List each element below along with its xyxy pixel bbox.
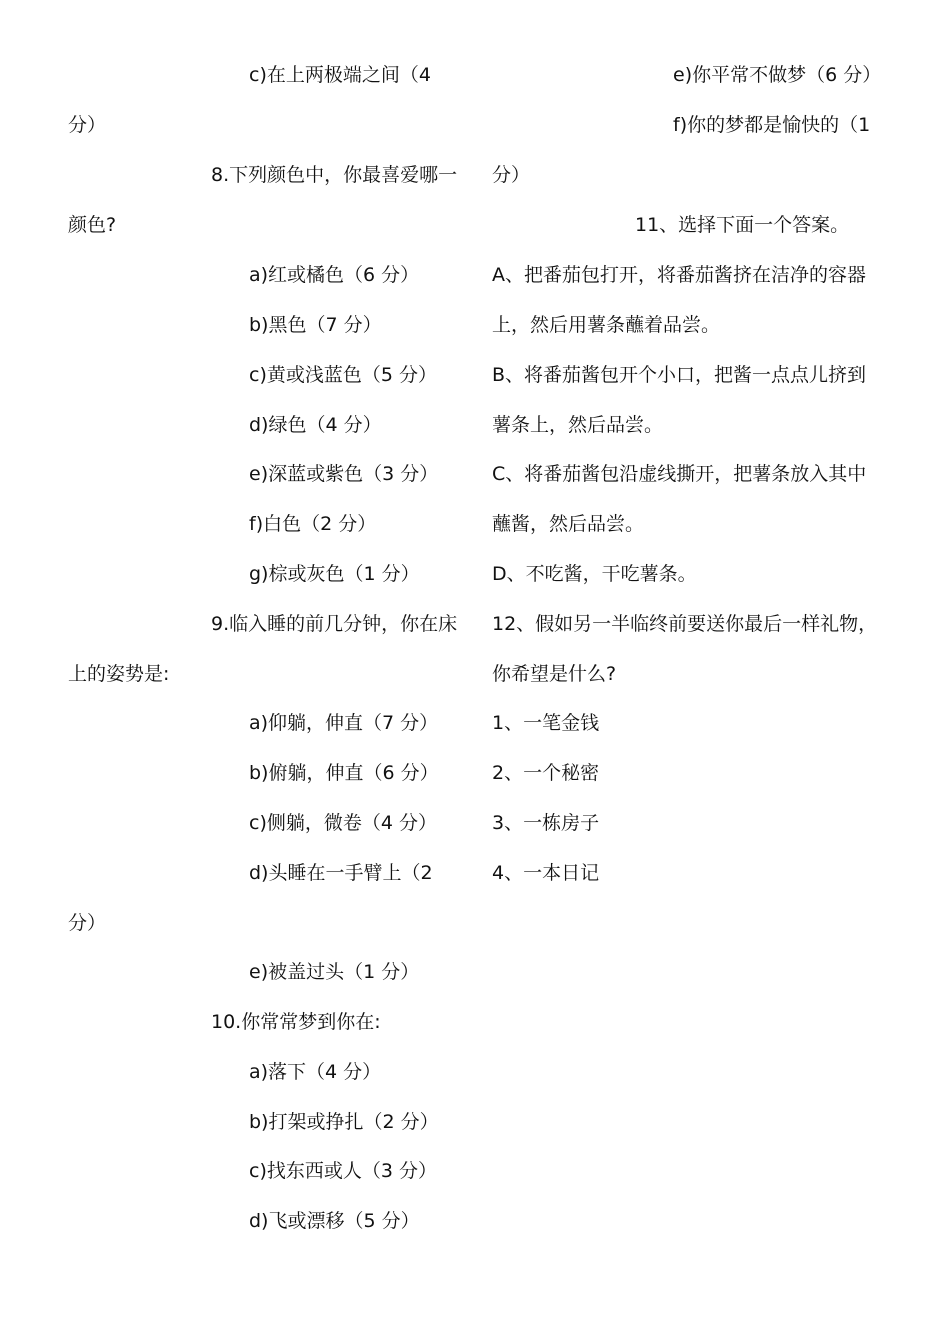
q8-option-c: c)黄或浅蓝色（5 分） <box>249 364 437 386</box>
q8-question: 8.下列颜色中，你最喜爱哪一 <box>211 164 458 186</box>
q11-option-b-continuation: 薯条上，然后品尝。 <box>492 414 664 436</box>
q10-question: 10.你常常梦到你在: <box>211 1011 381 1033</box>
q8-option-d: d)绿色（4 分） <box>249 414 382 436</box>
q10-option-c: c)找东西或人（3 分） <box>249 1160 437 1182</box>
q12-option-2: 2、一个秘密 <box>492 762 600 784</box>
q11-option-b: B、将番茄酱包开个小口，把酱一点点儿挤到 <box>492 364 867 386</box>
q8-question-continuation: 颜色? <box>68 214 117 236</box>
q9-question-continuation: 上的姿势是: <box>68 663 170 685</box>
q9-option-c: c)侧躺，微卷（4 分） <box>249 812 437 834</box>
q10-option-d: d)飞或漂移（5 分） <box>249 1210 420 1232</box>
q9-option-d: d)头睡在一手臂上（2 <box>249 862 433 884</box>
q11-option-c: C、将番茄酱包沿虚线撕开，把薯条放入其中 <box>492 463 867 485</box>
q12-option-1: 1、一笔金钱 <box>492 712 600 734</box>
q11-option-a: A、把番茄包打开，将番茄酱挤在洁净的容器 <box>492 264 866 286</box>
q10-option-b: b)打架或挣扎（2 分） <box>249 1111 439 1133</box>
q10-option-a: a)落下（4 分） <box>249 1061 382 1083</box>
q8-option-e: e)深蓝或紫色（3 分） <box>249 463 439 485</box>
q9-option-b: b)俯躺，伸直（6 分） <box>249 762 439 784</box>
q11-option-d: D、不吃酱，干吃薯条。 <box>492 563 697 585</box>
q12-question-continuation: 你希望是什么? <box>492 663 617 685</box>
q10-option-f-continuation: 分） <box>492 164 531 186</box>
q9-option-e: e)被盖过头（1 分） <box>249 961 420 983</box>
q9-option-d-continuation: 分） <box>68 912 107 934</box>
q9-option-a: a)仰躺，伸直（7 分） <box>249 712 439 734</box>
q7-option-c: c)在上两极端之间（4 <box>249 64 431 86</box>
q11-option-c-continuation: 蘸酱，然后品尝。 <box>492 513 645 535</box>
q12-question: 12、假如另一半临终前要送你最后一样礼物， <box>492 613 878 635</box>
q10-option-f: f)你的梦都是愉快的（1 <box>673 114 871 136</box>
q8-option-g: g)棕或灰色（1 分） <box>249 563 420 585</box>
q9-question: 9.临入睡的前几分钟，你在床 <box>211 613 458 635</box>
q12-option-3: 3、一栋房子 <box>492 812 600 834</box>
q8-option-a: a)红或橘色（6 分） <box>249 264 420 286</box>
q11-option-a-continuation: 上，然后用薯条蘸着品尝。 <box>492 314 721 336</box>
q7-option-c-continuation: 分） <box>68 114 107 136</box>
q12-option-4: 4、一本日记 <box>492 862 600 884</box>
q11-question: 11、选择下面一个答案。 <box>635 214 850 236</box>
q8-option-b: b)黑色（7 分） <box>249 314 382 336</box>
q10-option-e: e)你平常不做梦（6 分） <box>673 64 882 86</box>
q8-option-f: f)白色（2 分） <box>249 513 377 535</box>
